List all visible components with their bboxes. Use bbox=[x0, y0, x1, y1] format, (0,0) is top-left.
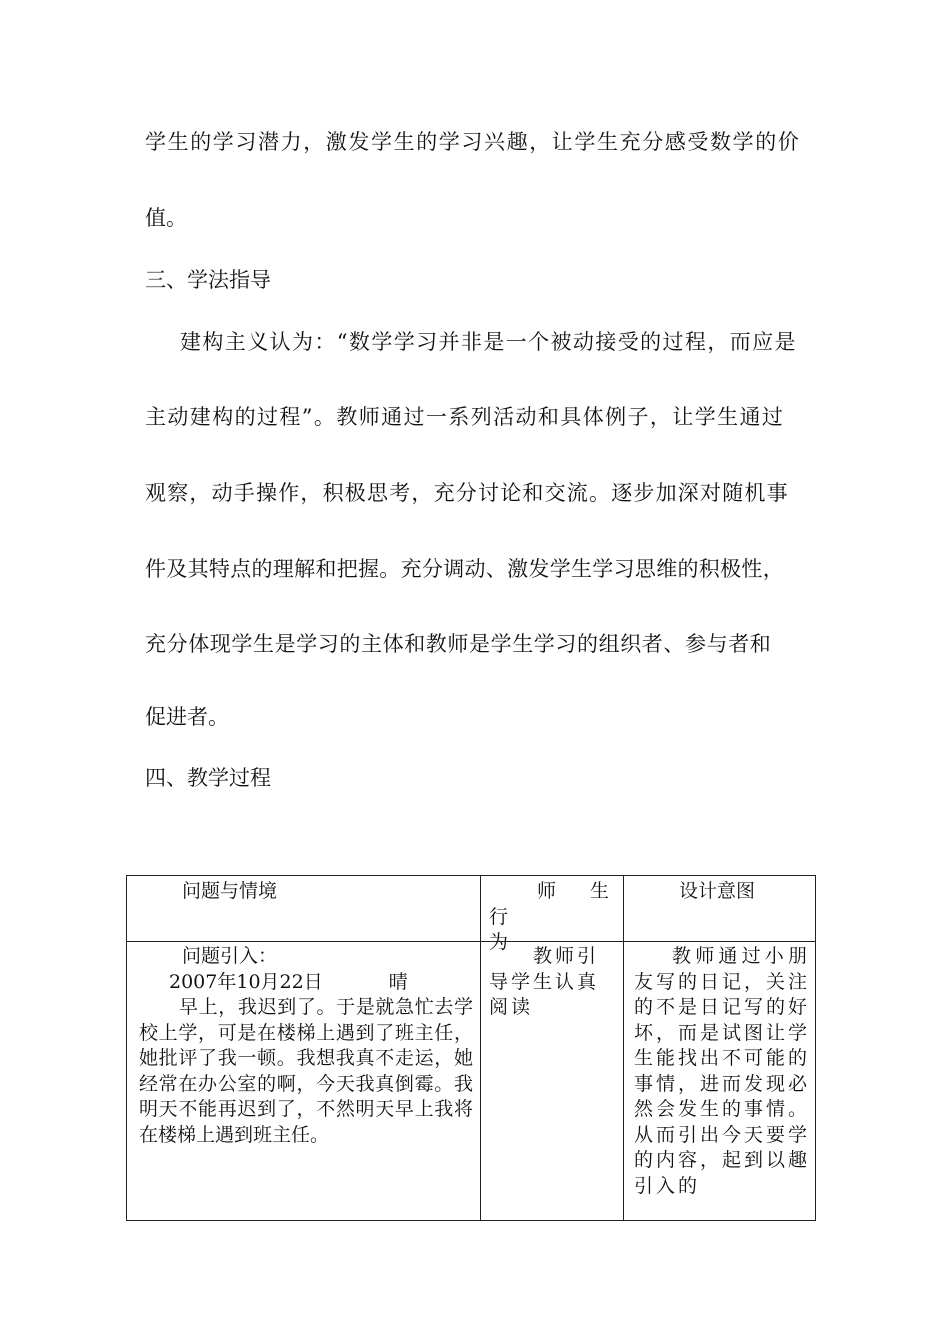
body-text-line: 充分体现学生是学习的主体和教师是学生学习的组织者、参与者和 bbox=[145, 632, 772, 656]
intent-text-start: 教师通过小 bbox=[672, 945, 788, 967]
body-text-line: 主动建构的过程”。教师通过一系列活动和具体例子，让学生通过 bbox=[145, 405, 785, 429]
table-header-intent: 设计意图 bbox=[679, 880, 756, 902]
behavior-text-rest: 导学生认真阅读 bbox=[489, 970, 600, 1018]
diary-weather: 晴 bbox=[388, 970, 408, 993]
section-heading: 三、学法指导 bbox=[145, 268, 271, 292]
body-text-line: 建构主义认为：“数学学习并非是一个被动接受的过程，而应是 bbox=[180, 330, 797, 354]
header-behavior-part2: 为 bbox=[489, 931, 509, 953]
body-text-line: 观察，动手操作，积极思考，充分讨论和交流。逐步加深对随机事 bbox=[145, 481, 789, 505]
intent-text-rest: 朋友写的日记，关注的不是日记写的好坏，而是试图让学生能找出不可能的事情，进而发现必然会发生的事情。从而引出今天要学的内容，起到以趣引入的 bbox=[634, 945, 811, 1197]
header-behavior-part1: 师生行 bbox=[489, 880, 617, 928]
body-text-line: 件及其特点的理解和把握。充分调动、激发学生学习思维的积极性， bbox=[145, 557, 784, 581]
table-header-problem: 问题与情境 bbox=[182, 880, 278, 902]
table-divider bbox=[623, 876, 624, 1220]
body-text-line: 促进者。 bbox=[145, 705, 229, 729]
behavior-text-start: 教师引 bbox=[533, 945, 600, 967]
table-divider bbox=[127, 941, 815, 942]
teaching-process-table bbox=[126, 875, 816, 1221]
diary-body: 早上，我迟到了。于是就急忙去学校上学，可是在楼梯上遇到了班主任，她批评了我一顿。我想我真不走运，她经常在办公室的啊，今天我真倒霉。我明天不能再迟到了，不然明天早上我将在楼梯上遇到班主任。 bbox=[139, 996, 473, 1146]
diary-date: 2007年10月22日 bbox=[169, 970, 323, 993]
section-heading: 四、教学过程 bbox=[145, 766, 271, 790]
table-divider bbox=[480, 876, 481, 1220]
body-text-line: 值。 bbox=[145, 206, 187, 230]
intro-title: 问题引入： bbox=[182, 945, 278, 967]
diary-date-line bbox=[139, 970, 473, 996]
table-cell-problem bbox=[139, 944, 473, 1148]
table-cell-behavior bbox=[489, 944, 617, 1021]
table-cell-intent bbox=[634, 944, 810, 1199]
body-text-line: 学生的学习潜力，激发学生的学习兴趣，让学生充分感受数学的价 bbox=[145, 130, 801, 154]
